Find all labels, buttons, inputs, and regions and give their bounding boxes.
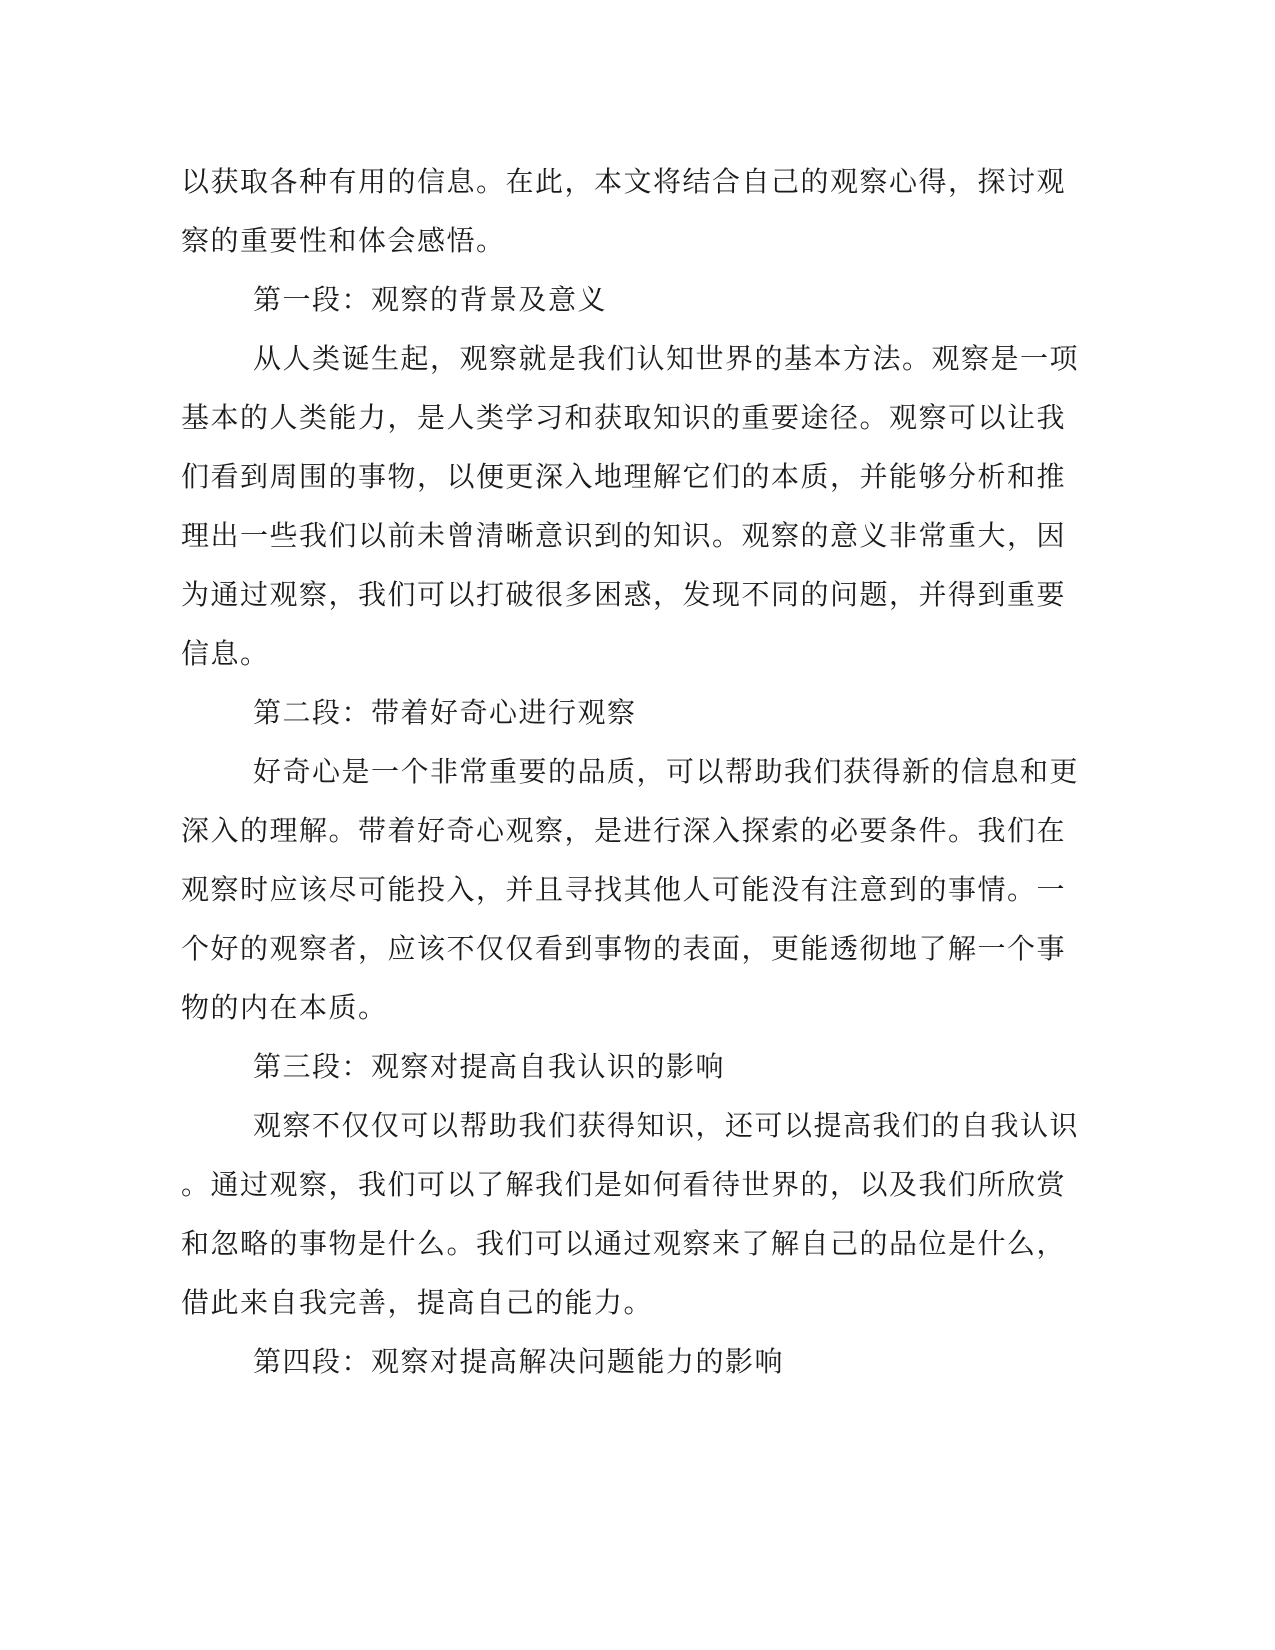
text-line: 好奇心是一个非常重要的品质，可以帮助我们获得新的信息和更	[253, 755, 1080, 788]
text-line: 察的重要性和体会感悟。	[181, 224, 506, 257]
text-line: 。通过观察，我们可以了解我们是如何看待世界的，以及我们所欣赏	[181, 1168, 1067, 1201]
text-line: 信息。	[181, 637, 270, 670]
text-line: 们看到周围的事物，以便更深入地理解它们的本质，并能够分析和推	[181, 460, 1067, 493]
text-line: 深入的理解。带着好奇心观察，是进行深入探索的必要条件。我们在	[181, 814, 1067, 847]
text-line: 为通过观察，我们可以打破很多困惑，发现不同的问题，并得到重要	[181, 578, 1067, 611]
section-heading: 第三段：观察对提高自我认识的影响	[253, 1050, 726, 1083]
text-line: 观察不仅仅可以帮助我们获得知识，还可以提高我们的自我认识	[253, 1109, 1080, 1142]
text-line: 和忽略的事物是什么。我们可以通过观察来了解自己的品位是什么，	[181, 1227, 1067, 1260]
document-page	[181, 152, 1080, 1391]
section-heading: 第四段：观察对提高解决问题能力的影响	[253, 1345, 785, 1378]
text-line: 物的内在本质。	[181, 991, 388, 1024]
text-line: 基本的人类能力，是人类学习和获取知识的重要途径。观察可以让我	[181, 401, 1067, 434]
text-line: 观察时应该尽可能投入，并且寻找其他人可能没有注意到的事情。一	[181, 873, 1067, 906]
section-heading: 第一段：观察的背景及意义	[253, 283, 608, 316]
text-line: 个好的观察者，应该不仅仅看到事物的表面，更能透彻地了解一个事	[181, 932, 1067, 965]
text-line: 借此来自我完善，提高自己的能力。	[181, 1286, 654, 1319]
text-line: 以获取各种有用的信息。在此，本文将结合自己的观察心得，探讨观	[181, 165, 1067, 198]
text-line: 从人类诞生起，观察就是我们认知世界的基本方法。观察是一项	[253, 342, 1080, 375]
section-heading: 第二段：带着好奇心进行观察	[253, 696, 637, 729]
text-line: 理出一些我们以前未曾清晰意识到的知识。观察的意义非常重大，因	[181, 519, 1067, 552]
